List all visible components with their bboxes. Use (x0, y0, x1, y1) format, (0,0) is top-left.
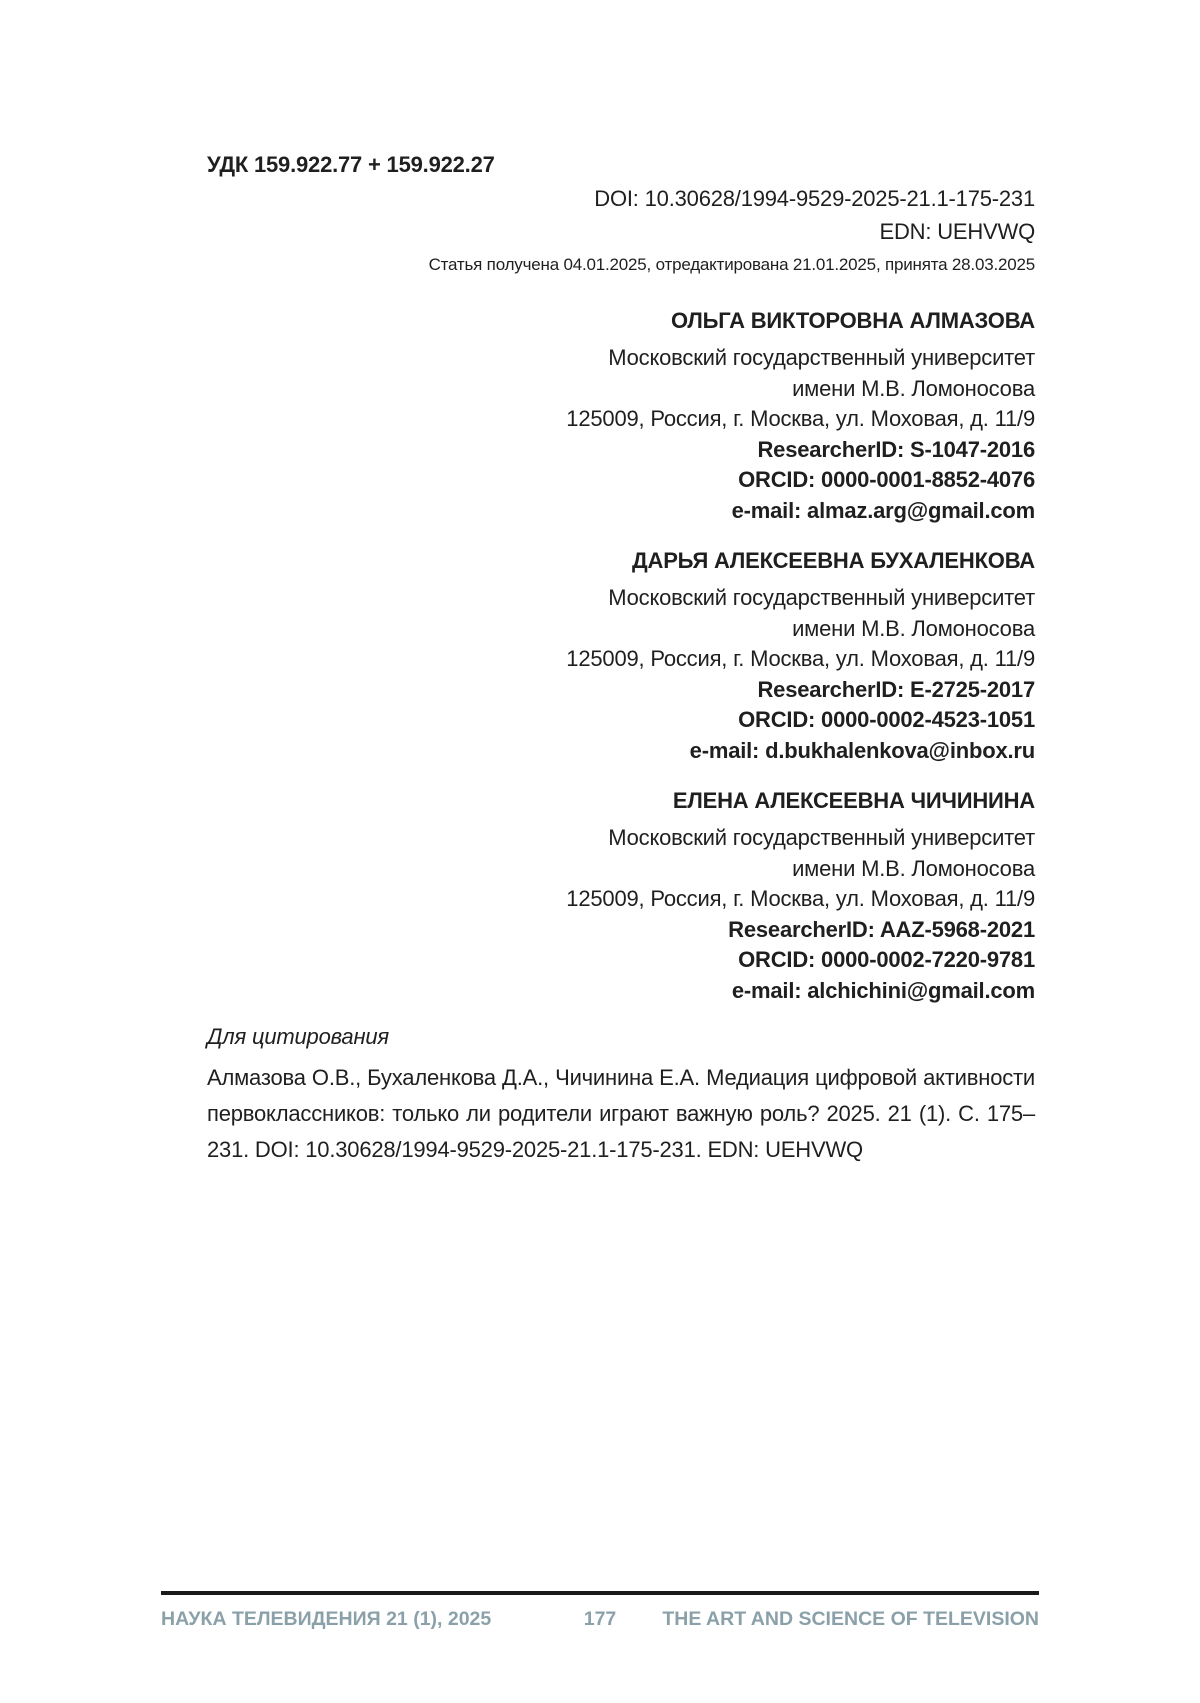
author-orcid: ORCID: 0000-0002-4523-1051 (738, 707, 1035, 732)
author-name: ОЛЬГА ВИКТОРОВНА АЛМАЗОВА (671, 308, 1035, 333)
author-affiliation-line1: Московский государственный университет (608, 585, 1035, 610)
author-email: e-mail: almaz.arg@gmail.com (731, 497, 1035, 523)
author-block-2 (207, 545, 1035, 766)
author-address: 125009, Россия, г. Москва, ул. Моховая, д. 11/9 (566, 886, 1035, 911)
author-email: e-mail: d.bukhalenkova@inbox.ru (689, 737, 1035, 763)
author-researcher-id: ResearcherID: AAZ-5968-2021 (728, 916, 1035, 942)
footer-journal-title-en: THE ART AND SCIENCE OF TELEVISION (662, 1608, 1040, 1630)
footer-page-number: 177 (583, 1608, 617, 1630)
edn-line: EDN: UEHVWQ (879, 219, 1035, 244)
footer-text-row (161, 1608, 1039, 1631)
author-name: ДАРЬЯ АЛЕКСЕЕВНА БУХАЛЕНКОВА (632, 548, 1035, 573)
author-name: ЕЛЕНА АЛЕКСЕЕВНА ЧИЧИНИНА (672, 788, 1035, 813)
author-address: 125009, Россия, г. Москва, ул. Моховая, д. 11/9 (566, 646, 1035, 671)
doi-line: DOI: 10.30628/1994-9529-2025-21.1-175-231 (594, 186, 1035, 211)
author-affiliation-line1: Московский государственный университет (608, 345, 1035, 370)
author-affiliation-line1: Московский государственный университет (608, 825, 1035, 850)
author-block-3 (207, 785, 1035, 1006)
author-affiliation-line2: имени М.В. Ломоносова (792, 375, 1035, 401)
citation-text: Алмазова О.В., Бухаленкова Д.А., Чичинина Е.А. Медиация цифровой активности первоклассников: только ли родители играют важную роль? 2025. 21 (1). С. 175–231. DOI: 10.30628/1994-9529-2025-21.1-175-231. EDN: UEHVWQ (207, 1065, 1035, 1162)
citation-section (207, 1022, 1035, 1168)
author-email: e-mail: alchichini@gmail.com (731, 977, 1035, 1003)
author-orcid: ORCID: 0000-0002-7220-9781 (738, 947, 1035, 972)
author-address: 125009, Россия, г. Москва, ул. Моховая, д. 11/9 (566, 406, 1035, 431)
article-dates-line: Статья получена 04.01.2025, отредактирована 21.01.2025, принята 28.03.2025 (428, 255, 1035, 274)
footer-journal-title-ru: НАУКА ТЕЛЕВИДЕНИЯ 21 (1), 2025 (161, 1608, 492, 1630)
citation-label: Для цитирования (207, 1024, 389, 1049)
author-orcid: ORCID: 0000-0001-8852-4076 (738, 467, 1035, 492)
author-affiliation-line2: имени М.В. Ломоносова (792, 615, 1035, 641)
udc-code: УДК 159.922.77 + 159.922.27 (207, 152, 495, 177)
footer-divider (161, 1591, 1039, 1595)
article-header (207, 148, 1035, 278)
page-footer (161, 1591, 1039, 1631)
author-block-1 (207, 305, 1035, 526)
author-researcher-id: ResearcherID: E-2725-2017 (757, 676, 1035, 702)
author-researcher-id: ResearcherID: S-1047-2016 (757, 436, 1035, 462)
author-affiliation-line2: имени М.В. Ломоносова (792, 855, 1035, 881)
